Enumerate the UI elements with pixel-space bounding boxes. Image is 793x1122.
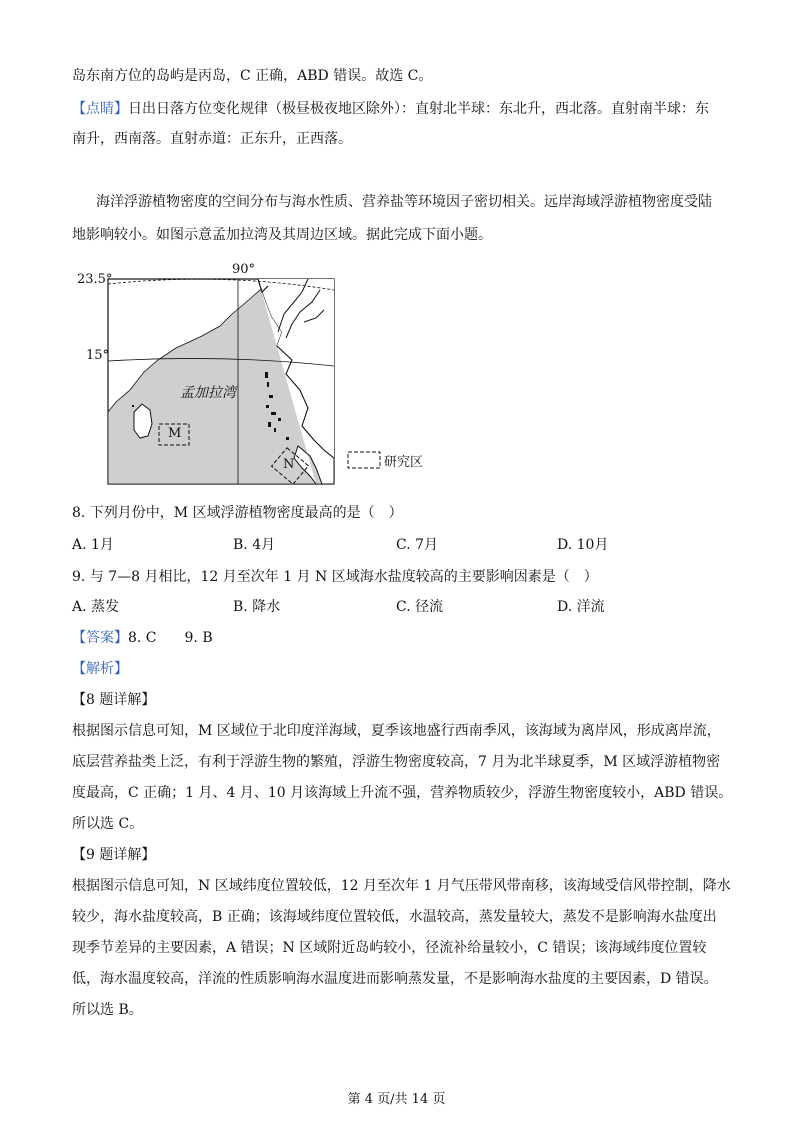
q8-option-a: A. 1月: [72, 537, 114, 553]
detail-8-title: 【8 题详解】: [72, 692, 156, 708]
detail-9-line: 低，海水温度较高，洋流的性质影响海水温度进而影响蒸发量，不是影响海水盐度的主要因素，D 错误。: [72, 971, 718, 987]
sri-lanka: [134, 404, 152, 438]
q9-option-b: B. 降水: [233, 599, 281, 615]
q8-stem: 8. 下列月份中，M 区域浮游植物密度最高的是（ ）: [72, 505, 403, 521]
latitude-23-5-label: 23.5°: [77, 272, 113, 287]
sea-label: 孟加拉湾: [180, 385, 236, 401]
detail-9-title: 【9 题详解】: [72, 847, 156, 863]
detail-8-line: 底层营养盐类上泛，有利于浮游生物的繁殖，浮游生物密度较高，7 月为北半球夏季，M 区域浮游植物密: [72, 754, 721, 770]
answer-line: [72, 628, 213, 648]
answer-label: 【答案】: [72, 630, 128, 646]
q8-option-b: B. 4月: [233, 537, 276, 553]
longitude-90-label: 90°: [232, 262, 256, 277]
answer-text: 8. C 9. B: [128, 630, 213, 646]
q9-option-a: A. 蒸发: [72, 599, 120, 615]
page-footer: 第 4 页/共 14 页: [347, 1092, 446, 1107]
q9-stem: 9. 与 7—8 月相比，12 月至次年 1 月 N 区域海水盐度较高的主要影响因素是（ ）: [72, 569, 598, 585]
tip-label: 【点睛】: [72, 101, 128, 117]
detail-8-line: 所以选 C。: [72, 816, 144, 832]
detail-8-line: 根据图示信息可知，M 区域位于北印度洋海域，夏季该地盛行西南季风，该海域为离岸风，形成离岸流，: [72, 723, 721, 739]
detail-8-line: 度最高，C 正确；1 月、4 月、10 月该海域上升流不强，营养物质较少，浮游生物密度较小，ABD 错误。: [72, 785, 733, 801]
box-m-label: M: [168, 426, 182, 441]
analysis-label: 【解析】: [72, 661, 128, 677]
q9-option-c: C. 径流: [396, 599, 444, 615]
box-n-label: N: [283, 457, 295, 472]
latitude-15-label: 15°: [86, 348, 110, 363]
detail-9-line: 现季节差异的主要因素，A 错误；N 区域附近岛屿较小，径流补给量较小，C 错误；该海域纬度位置较: [72, 940, 707, 956]
legend-box-icon: [348, 452, 380, 468]
q8-option-c: C. 7月: [396, 537, 439, 553]
legend-label: 研究区: [384, 455, 424, 470]
detail-9-line: 较少，海水盐度较高，B 正确；该海域纬度位置较低，水温较高，蒸发量较大，蒸发不是影响海水盐度出: [72, 909, 717, 925]
tip-continuation: 南升，西南落。直射赤道：正东升，正西落。: [72, 131, 352, 147]
detail-9-line: 所以选 B。: [72, 1002, 143, 1018]
tip-text: 日出日落方位变化规律（极昼极夜地区除外）：直射北半球：东北升，西北落。直射南半球：东: [128, 101, 709, 117]
bay-of-bengal-map: [72, 262, 432, 492]
passage-line-2: 地影响较小。如图示意孟加拉湾及其周边区域。据此完成下面小题。: [72, 227, 492, 243]
q8-option-d: D. 10月: [557, 537, 609, 553]
prev-answer-line: 岛东南方位的岛屿是丙岛，C 正确，ABD 错误。故选 C。: [72, 68, 433, 84]
q9-option-d: D. 洋流: [557, 599, 605, 615]
detail-9-line: 根据图示信息可知，N 区域纬度位置较低，12 月至次年 1 月气压带风带南移，该海域受信风带控制，降水: [72, 878, 731, 894]
passage-line-1: 海洋浮游植物密度的空间分布与海水性质、营养盐等环境因子密切相关。远岸海域浮游植物密度受陆: [96, 194, 712, 210]
tip-line: [72, 99, 709, 119]
